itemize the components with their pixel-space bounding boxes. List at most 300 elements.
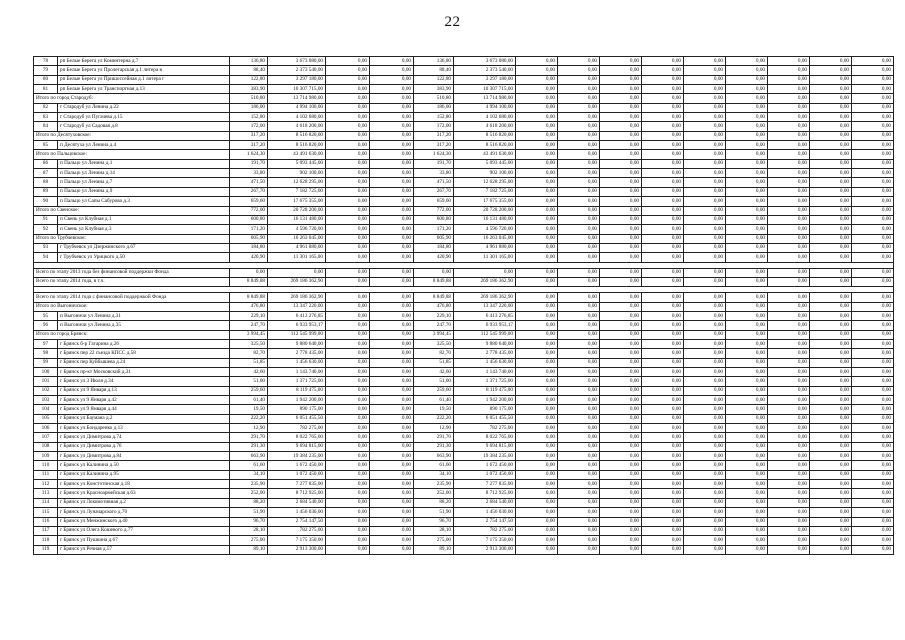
- value-cell: 0,00: [684, 386, 726, 395]
- value-cell: 0,00: [642, 536, 684, 545]
- value-cell: 0,00: [326, 131, 370, 140]
- value-cell: 89,10: [230, 545, 268, 554]
- subtotal-label: Итого по Пальцовское:: [34, 150, 230, 159]
- value-cell: 0,00: [726, 396, 768, 405]
- value-cell: 0,00: [852, 536, 894, 545]
- value-cell: 0,00: [370, 424, 414, 433]
- value-cell: 0,00: [852, 321, 894, 330]
- table-row: [34, 508, 894, 517]
- value-cell: 476,80: [230, 302, 268, 311]
- table-row: [34, 414, 894, 423]
- value-cell: 0,00: [684, 187, 726, 196]
- value-cell: 34,10: [414, 470, 454, 479]
- value-cell: 0,00: [600, 178, 642, 187]
- value-cell: 1 942 200,00: [268, 396, 326, 405]
- value-cell: 16 263 045,00: [268, 234, 326, 243]
- row-number: 90: [34, 197, 58, 206]
- value-cell: 0,00: [684, 197, 726, 206]
- address-cell: п Свень ул Клубная д.3: [58, 225, 230, 234]
- value-cell: 8 712 925,00: [268, 489, 326, 498]
- value-cell: 600,80: [414, 215, 454, 224]
- value-cell: 8 119 475,00: [454, 386, 516, 395]
- value-cell: 0,00: [810, 330, 852, 339]
- value-cell: 291,70: [230, 433, 268, 442]
- program-table: [33, 56, 894, 555]
- value-cell: 1 456 630,00: [454, 358, 516, 367]
- address-cell: п Пальцо ул Ленина д.1: [58, 159, 230, 168]
- value-cell: 782 275,00: [454, 526, 516, 535]
- value-cell: 0,00: [600, 405, 642, 414]
- value-cell: 0,00: [326, 526, 370, 535]
- value-cell: 269 186 362,90: [268, 293, 326, 302]
- value-cell: 0,00: [642, 293, 684, 302]
- value-cell: 0,00: [768, 442, 810, 451]
- value-cell: 0,00: [326, 113, 370, 122]
- value-cell: 0,00: [726, 187, 768, 196]
- value-cell: 19 384 235,00: [268, 452, 326, 461]
- value-cell: 0,00: [600, 349, 642, 358]
- value-cell: 0,00: [600, 268, 642, 277]
- value-cell: 0,00: [600, 480, 642, 489]
- value-cell: 0,00: [852, 141, 894, 150]
- value-cell: 0,00: [370, 187, 414, 196]
- value-cell: 663,90: [230, 452, 268, 461]
- value-cell: 0,00: [370, 377, 414, 386]
- row-number: 81: [34, 85, 58, 94]
- value-cell: 6 413 276,85: [454, 311, 516, 320]
- address-cell: рп Белые Берега ул Коминтерна д.7: [58, 57, 230, 66]
- subtotal-row: [34, 268, 894, 277]
- value-cell: 0,00: [516, 75, 558, 84]
- value-cell: 0,00: [558, 169, 600, 178]
- value-cell: 0,00: [726, 169, 768, 178]
- value-cell: 0,00: [642, 94, 684, 103]
- value-cell: 0,00: [516, 442, 558, 451]
- value-cell: 663,90: [414, 452, 454, 461]
- value-cell: 112 545 999,00: [268, 330, 326, 339]
- value-cell: 0,00: [810, 470, 852, 479]
- value-cell: 0,00: [684, 113, 726, 122]
- value-cell: 0,00: [558, 103, 600, 112]
- value-cell: 0,00: [600, 225, 642, 234]
- value-cell: 0,00: [726, 498, 768, 507]
- value-cell: 0,00: [370, 545, 414, 554]
- value-cell: 0,00: [516, 386, 558, 395]
- value-cell: 0,00: [768, 386, 810, 395]
- value-cell: 0,00: [852, 545, 894, 554]
- value-cell: 0,00: [516, 536, 558, 545]
- value-cell: 3 673 080,00: [454, 57, 516, 66]
- value-cell: 11 301 165,00: [454, 253, 516, 262]
- value-cell: 0,00: [642, 349, 684, 358]
- value-cell: 291,70: [414, 433, 454, 442]
- value-cell: 0,00: [370, 293, 414, 302]
- subtotal-row: [34, 330, 894, 339]
- value-cell: 0,00: [810, 424, 852, 433]
- value-cell: 0,00: [326, 197, 370, 206]
- value-cell: 0,00: [516, 377, 558, 386]
- address-cell: г Брянск ул Димитрова д.74: [58, 433, 230, 442]
- value-cell: 61,40: [414, 396, 454, 405]
- value-cell: 4 596 720,00: [268, 225, 326, 234]
- value-cell: 0,00: [600, 377, 642, 386]
- value-cell: 317,20: [414, 141, 454, 150]
- value-cell: 6 413 276,85: [268, 311, 326, 320]
- value-cell: 0,00: [326, 187, 370, 196]
- value-cell: 0,00: [726, 141, 768, 150]
- value-cell: 61,60: [230, 461, 268, 470]
- value-cell: 0,00: [768, 480, 810, 489]
- value-cell: 6 933 953,17: [454, 321, 516, 330]
- value-cell: 0,00: [768, 57, 810, 66]
- value-cell: 8 022 765,00: [268, 433, 326, 442]
- value-cell: 420,90: [230, 253, 268, 262]
- value-cell: 0,00: [370, 169, 414, 178]
- value-cell: 0,00: [684, 243, 726, 252]
- value-cell: 0,00: [768, 377, 810, 386]
- value-cell: 0,00: [516, 253, 558, 262]
- value-cell: 0,00: [852, 452, 894, 461]
- value-cell: 1 143 740,00: [454, 368, 516, 377]
- value-cell: 0,00: [516, 302, 558, 311]
- value-cell: 0,00: [810, 405, 852, 414]
- address-cell: рп Белые Берега ул Транспортная д.13: [58, 85, 230, 94]
- value-cell: 0,00: [852, 253, 894, 262]
- value-cell: 0,00: [516, 103, 558, 112]
- value-cell: 0,00: [726, 517, 768, 526]
- value-cell: 383,90: [230, 85, 268, 94]
- value-cell: 0,00: [810, 311, 852, 320]
- value-cell: 7 182 725,00: [454, 187, 516, 196]
- value-cell: 10 307 715,00: [268, 85, 326, 94]
- value-cell: 0,00: [852, 311, 894, 320]
- value-cell: 0,00: [642, 321, 684, 330]
- subtotal-row: [34, 293, 894, 302]
- value-cell: 51,00: [414, 377, 454, 386]
- value-cell: 0,00: [810, 358, 852, 367]
- value-cell: 3 297 180,00: [454, 75, 516, 84]
- value-cell: 0,00: [600, 452, 642, 461]
- value-cell: 1 942 200,00: [454, 396, 516, 405]
- value-cell: 0,00: [768, 268, 810, 277]
- value-cell: 4 618 200,00: [454, 122, 516, 131]
- value-cell: 0,00: [768, 414, 810, 423]
- value-cell: 0,00: [326, 141, 370, 150]
- value-cell: 0,00: [684, 442, 726, 451]
- value-cell: 0,00: [516, 66, 558, 75]
- value-cell: 259,60: [414, 386, 454, 395]
- value-cell: 0,00: [684, 178, 726, 187]
- subtotal-row: [34, 234, 894, 243]
- row-number: 94: [34, 253, 58, 262]
- value-cell: 0,00: [852, 215, 894, 224]
- value-cell: 0,00: [726, 293, 768, 302]
- value-cell: 0,00: [326, 85, 370, 94]
- address-cell: г Брянск пр-кт Московский д.31: [58, 368, 230, 377]
- value-cell: 222,20: [230, 414, 268, 423]
- value-cell: 0,00: [726, 243, 768, 252]
- value-cell: 0,00: [326, 268, 370, 277]
- value-cell: 0,00: [684, 103, 726, 112]
- value-cell: 0,00: [852, 498, 894, 507]
- value-cell: 0,00: [370, 122, 414, 131]
- value-cell: 0,00: [558, 131, 600, 140]
- value-cell: 0,00: [810, 302, 852, 311]
- value-cell: 0,00: [726, 368, 768, 377]
- value-cell: 902 100,00: [454, 169, 516, 178]
- value-cell: 12,90: [414, 424, 454, 433]
- value-cell: 0,00: [852, 396, 894, 405]
- table-row: [34, 498, 894, 507]
- address-cell: г Брянск пер Куйбышева д.24: [58, 358, 230, 367]
- value-cell: 4 994 100,00: [268, 103, 326, 112]
- value-cell: 0,00: [558, 358, 600, 367]
- address-cell: г Брянск ул Локомотивная д.2: [58, 498, 230, 507]
- value-cell: 0,00: [558, 66, 600, 75]
- value-cell: 0,00: [684, 517, 726, 526]
- value-cell: 890 175,00: [454, 405, 516, 414]
- value-cell: 0,00: [810, 339, 852, 348]
- table-row: [34, 253, 894, 262]
- value-cell: 0,00: [852, 268, 894, 277]
- value-cell: 0,00: [370, 253, 414, 262]
- subtotal-row: [34, 150, 894, 159]
- table-row: [34, 75, 894, 84]
- value-cell: 0,00: [516, 206, 558, 215]
- value-cell: 8 849,88: [414, 293, 454, 302]
- value-cell: 0,00: [768, 470, 810, 479]
- value-cell: 0,00: [516, 215, 558, 224]
- value-cell: 0,00: [600, 498, 642, 507]
- value-cell: 0,00: [370, 358, 414, 367]
- table-row: [34, 169, 894, 178]
- value-cell: 51,85: [230, 358, 268, 367]
- value-cell: 136,80: [414, 57, 454, 66]
- value-cell: 659,60: [230, 197, 268, 206]
- value-cell: 0,00: [326, 206, 370, 215]
- value-cell: 0,00: [726, 253, 768, 262]
- value-cell: 0,00: [642, 277, 684, 286]
- table-row: [34, 141, 894, 150]
- value-cell: 1 672 450,00: [268, 461, 326, 470]
- table-row: [34, 358, 894, 367]
- value-cell: 0,00: [600, 215, 642, 224]
- value-cell: 0,00: [326, 442, 370, 451]
- value-cell: 0,00: [516, 330, 558, 339]
- value-cell: 0,00: [370, 302, 414, 311]
- value-cell: 510,80: [230, 94, 268, 103]
- value-cell: 0,00: [370, 526, 414, 535]
- value-cell: 0,00: [852, 386, 894, 395]
- address-cell: п Пальцо ул Ленина д.14: [58, 169, 230, 178]
- value-cell: 0,00: [768, 302, 810, 311]
- value-cell: 0,00: [810, 545, 852, 554]
- table-row: [34, 66, 894, 75]
- value-cell: 0,00: [768, 358, 810, 367]
- value-cell: 0,00: [370, 277, 414, 286]
- value-cell: 0,00: [768, 169, 810, 178]
- value-cell: 172,00: [414, 122, 454, 131]
- value-cell: 8 119 475,00: [268, 386, 326, 395]
- value-cell: 0,00: [768, 368, 810, 377]
- value-cell: 7 277 835,00: [268, 480, 326, 489]
- value-cell: 0,00: [370, 94, 414, 103]
- value-cell: 0,00: [558, 405, 600, 414]
- table-row: [34, 243, 894, 252]
- value-cell: 510,80: [414, 94, 454, 103]
- value-cell: 0,00: [558, 150, 600, 159]
- value-cell: 4 961 880,00: [268, 243, 326, 252]
- value-cell: 0,00: [684, 234, 726, 243]
- value-cell: 0,00: [558, 234, 600, 243]
- value-cell: 0,00: [852, 330, 894, 339]
- value-cell: 0,00: [642, 268, 684, 277]
- value-cell: 0,00: [726, 178, 768, 187]
- table-row: [34, 215, 894, 224]
- value-cell: 247,70: [414, 321, 454, 330]
- value-cell: 0,00: [326, 293, 370, 302]
- value-cell: 0,00: [684, 396, 726, 405]
- value-cell: 0,00: [768, 150, 810, 159]
- value-cell: 0,00: [810, 57, 852, 66]
- value-cell: 0,00: [684, 75, 726, 84]
- value-cell: 0,00: [726, 526, 768, 535]
- value-cell: 33,80: [414, 169, 454, 178]
- value-cell: 0,00: [558, 85, 600, 94]
- row-number: 93: [34, 243, 58, 252]
- value-cell: 0,00: [326, 489, 370, 498]
- value-cell: 902 100,00: [268, 169, 326, 178]
- value-cell: 0,00: [600, 243, 642, 252]
- table-row: [34, 405, 894, 414]
- value-cell: 0,00: [726, 433, 768, 442]
- value-cell: 8 849,88: [230, 277, 268, 286]
- value-cell: 0,00: [810, 131, 852, 140]
- value-cell: 259,60: [230, 386, 268, 395]
- value-cell: 0,00: [600, 368, 642, 377]
- value-cell: 0,00: [516, 293, 558, 302]
- value-cell: 82,70: [414, 349, 454, 358]
- value-cell: 0,00: [370, 57, 414, 66]
- value-cell: 0,00: [516, 85, 558, 94]
- subtotal-label: Итого по Десятуховское:: [34, 131, 230, 140]
- row-number: 91: [34, 215, 58, 224]
- subtotal-row: [34, 131, 894, 140]
- value-cell: 0,00: [326, 433, 370, 442]
- value-cell: 7 175 350,00: [268, 536, 326, 545]
- row-number: 111: [34, 470, 58, 479]
- value-cell: 0,00: [852, 349, 894, 358]
- value-cell: 0,00: [768, 85, 810, 94]
- value-cell: 0,00: [516, 498, 558, 507]
- value-cell: 0,00: [726, 536, 768, 545]
- value-cell: 0,00: [370, 206, 414, 215]
- value-cell: 0,00: [852, 358, 894, 367]
- value-cell: 0,00: [600, 57, 642, 66]
- value-cell: 0,00: [684, 461, 726, 470]
- row-number: 108: [34, 442, 58, 451]
- value-cell: 0,00: [516, 508, 558, 517]
- value-cell: 13 347 220,00: [454, 302, 516, 311]
- value-cell: 0,00: [768, 339, 810, 348]
- value-cell: 291,30: [414, 442, 454, 451]
- value-cell: 0,00: [642, 150, 684, 159]
- value-cell: 13 714 980,00: [268, 94, 326, 103]
- value-cell: 0,00: [852, 197, 894, 206]
- value-cell: 3 297 180,00: [268, 75, 326, 84]
- row-number: 116: [34, 517, 58, 526]
- value-cell: 112 545 999,00: [454, 330, 516, 339]
- value-cell: 0,00: [326, 461, 370, 470]
- value-cell: 1 456 030,00: [268, 508, 326, 517]
- value-cell: 191,70: [414, 159, 454, 168]
- value-cell: 0,00: [326, 508, 370, 517]
- value-cell: 0,00: [642, 442, 684, 451]
- value-cell: 0,00: [370, 489, 414, 498]
- value-cell: 9 694 815,00: [268, 442, 326, 451]
- value-cell: 0,00: [852, 57, 894, 66]
- row-number: 107: [34, 433, 58, 442]
- value-cell: 0,00: [558, 470, 600, 479]
- row-number: 114: [34, 498, 58, 507]
- value-cell: 0,00: [726, 442, 768, 451]
- row-number: 83: [34, 113, 58, 122]
- value-cell: 43 491 630,00: [268, 150, 326, 159]
- value-cell: 0,00: [370, 75, 414, 84]
- value-cell: 0,00: [516, 368, 558, 377]
- value-cell: 0,00: [558, 293, 600, 302]
- table-row: [34, 442, 894, 451]
- value-cell: 782 275,00: [268, 424, 326, 433]
- value-cell: 0,00: [642, 368, 684, 377]
- value-cell: 0,00: [326, 178, 370, 187]
- value-cell: 8 022 765,00: [454, 433, 516, 442]
- value-cell: 0,00: [326, 243, 370, 252]
- value-cell: 0,00: [326, 424, 370, 433]
- value-cell: 0,00: [558, 414, 600, 423]
- value-cell: 0,00: [516, 234, 558, 243]
- value-cell: 2 373 540,00: [454, 66, 516, 75]
- value-cell: 172,00: [230, 122, 268, 131]
- value-cell: 0,00: [516, 225, 558, 234]
- value-cell: 0,00: [642, 508, 684, 517]
- value-cell: 0,00: [684, 377, 726, 386]
- value-cell: 0,00: [370, 452, 414, 461]
- row-number: 86: [34, 159, 58, 168]
- value-cell: 0,00: [642, 339, 684, 348]
- value-cell: 0,00: [642, 243, 684, 252]
- value-cell: 0,00: [684, 452, 726, 461]
- value-cell: 0,00: [558, 197, 600, 206]
- subtotal-row: [34, 206, 894, 215]
- value-cell: 0,00: [326, 215, 370, 224]
- value-cell: 0,00: [810, 277, 852, 286]
- value-cell: 0,00: [642, 377, 684, 386]
- value-cell: 1 624,30: [230, 150, 268, 159]
- value-cell: 8 849,88: [230, 293, 268, 302]
- value-cell: 0,00: [600, 113, 642, 122]
- value-cell: 2 754 147,50: [268, 517, 326, 526]
- value-cell: 0,00: [558, 396, 600, 405]
- value-cell: 0,00: [558, 215, 600, 224]
- value-cell: 0,00: [768, 545, 810, 554]
- value-cell: 0,00: [516, 178, 558, 187]
- value-cell: 0,00: [600, 470, 642, 479]
- value-cell: 0,00: [642, 424, 684, 433]
- value-cell: 0,00: [326, 358, 370, 367]
- value-cell: 0,00: [558, 141, 600, 150]
- value-cell: 19,50: [230, 405, 268, 414]
